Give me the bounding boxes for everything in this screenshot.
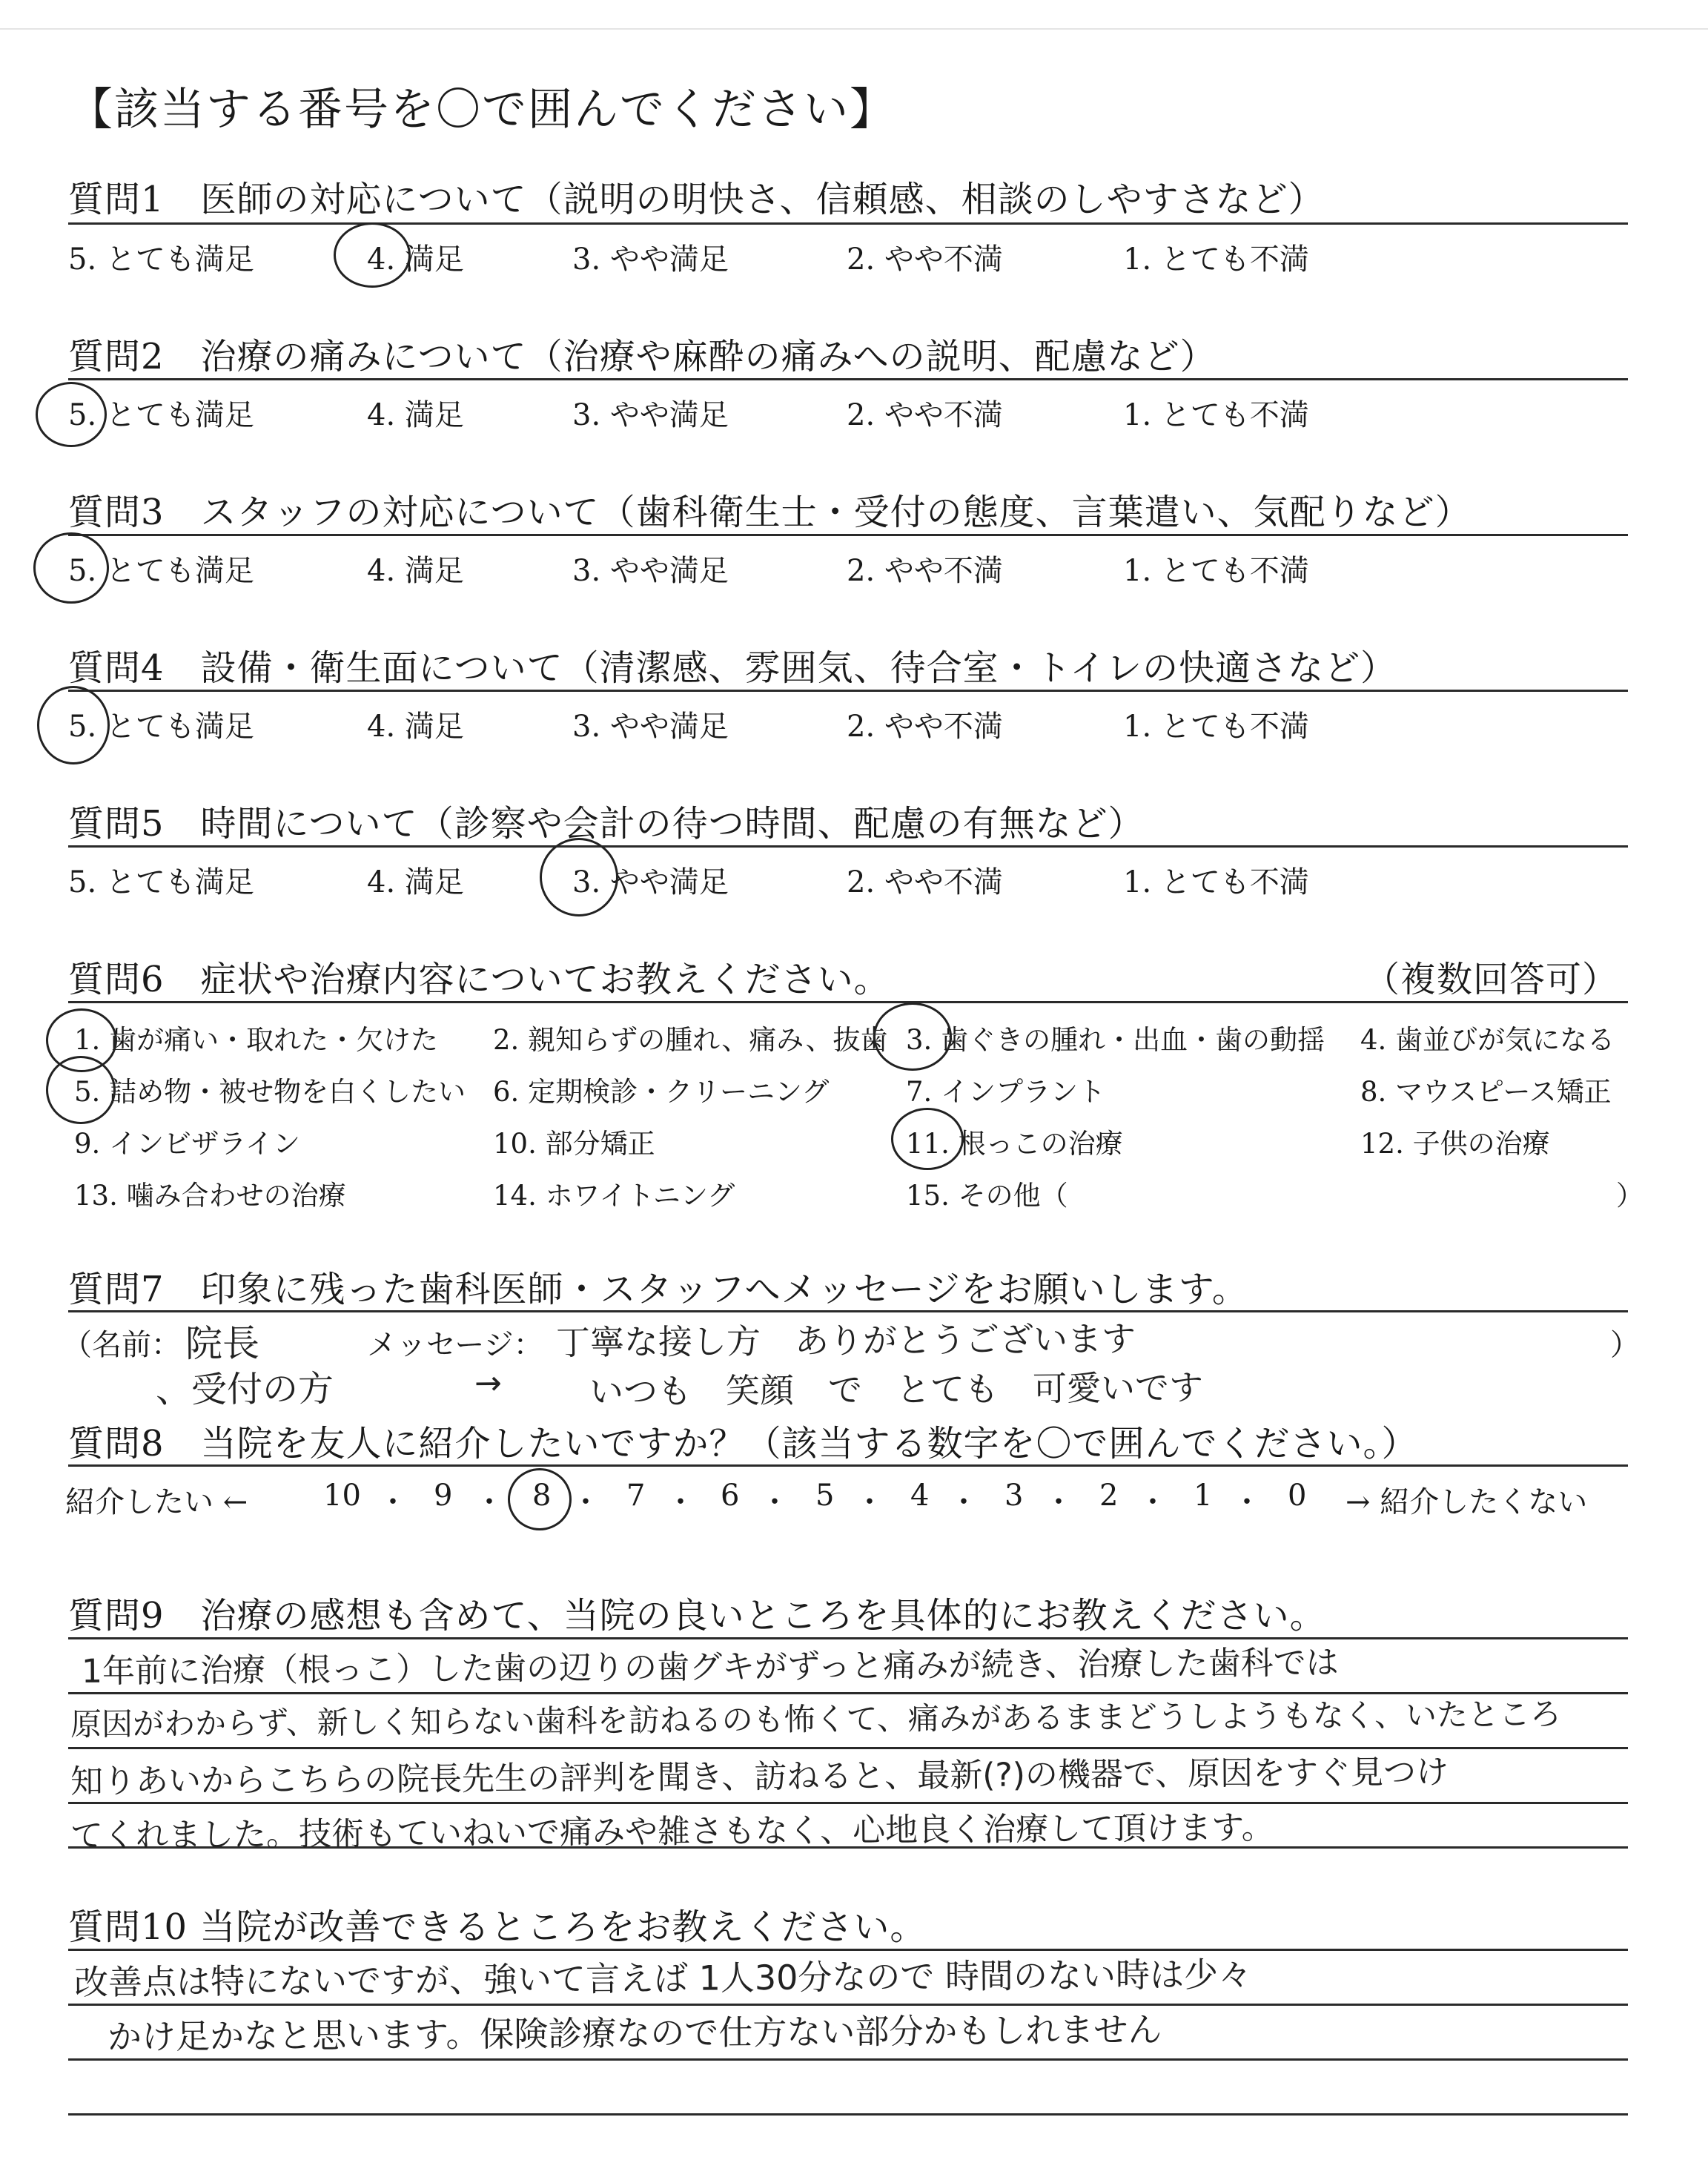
q6-answer-circle-11: [891, 1108, 964, 1170]
divider: [68, 2113, 1628, 2116]
q1-option-5[interactable]: 5. とても満足: [68, 242, 254, 277]
q6-answer-circle-3: [873, 1003, 952, 1071]
divider: [68, 845, 1628, 848]
q3-option-1[interactable]: 1. とても不満: [1123, 554, 1309, 588]
question-1: 質問1 医師の対応について（説明の明快さ、信頼感、相談のしやすさなど）: [68, 179, 1325, 220]
q1-option-3[interactable]: 3. やや満足: [572, 242, 729, 277]
divider: [68, 1310, 1628, 1312]
q9-answer-line[interactable]: 1年前に治療（根っこ）した歯の辺りの歯グキがずっと痛みが続き、治療した歯科では: [81, 1644, 1339, 1691]
q8-scale-8[interactable]: 8: [532, 1479, 552, 1513]
q8-right-label: → 紹介したくない: [1345, 1485, 1588, 1519]
q8-scale-5[interactable]: 5: [815, 1479, 835, 1513]
divider: [68, 378, 1628, 380]
treatment-option[interactable]: 9. インビザライン: [74, 1128, 300, 1160]
q8-scale-dot: ・: [760, 1485, 790, 1519]
q8-scale-dot: ・: [666, 1485, 695, 1519]
q7-message-2[interactable]: いつも 笑顔 で とても 可愛いです: [589, 1367, 1204, 1412]
q1-option-4[interactable]: 4. 満足: [367, 242, 464, 277]
q5-option-1[interactable]: 1. とても不満: [1123, 865, 1309, 899]
q10-answer-line[interactable]: 改善点は特にないですが、強いて言えば 1人30分なので 時間のない時は少々: [73, 1954, 1253, 2003]
q1-answer-circle: [334, 222, 411, 288]
q3-answer-circle: [33, 532, 109, 604]
q3-option-3[interactable]: 3. やや満足: [572, 554, 729, 588]
question-5: 質問5 時間について（診察や会計の待つ時間、配慮の有無など）: [68, 803, 1145, 845]
q4-option-2[interactable]: 2. やや不満: [847, 710, 1003, 744]
q7-message-label: メッセージ：: [367, 1328, 543, 1362]
divider: [68, 222, 1628, 225]
question-10: 質問10 当院が改善できるところをお教えください。: [68, 1906, 927, 1948]
question-8: 質問8 当院を友人に紹介したいですか？（該当する数字を〇で囲んでください。）: [68, 1423, 1418, 1464]
divider: [68, 2058, 1628, 2061]
treatment-option[interactable]: 7. インプラント: [906, 1076, 1106, 1108]
q8-scale-dot: ・: [1044, 1485, 1073, 1519]
q4-option-1[interactable]: 1. とても不満: [1123, 710, 1309, 744]
divider: [68, 1001, 1628, 1003]
q10-answer-line[interactable]: かけ足かなと思います。保険診療なので仕方ない部分かもしれません: [107, 2009, 1162, 2057]
q2-option-2[interactable]: 2. やや不満: [847, 398, 1003, 432]
q8-scale-dot: ・: [474, 1485, 504, 1519]
q8-scale-dot: ・: [1138, 1485, 1168, 1519]
treatment-other-close: ）: [1616, 1180, 1644, 1212]
q2-option-4[interactable]: 4. 満足: [367, 398, 464, 432]
q8-scale-dot: ・: [949, 1485, 979, 1519]
treatment-option[interactable]: 10. 部分矯正: [493, 1128, 655, 1160]
q8-answer-circle: [508, 1468, 572, 1530]
q4-option-3[interactable]: 3. やや満足: [572, 710, 729, 744]
q8-scale-6[interactable]: 6: [721, 1479, 740, 1513]
q3-option-4[interactable]: 4. 満足: [367, 554, 464, 588]
q5-option-2[interactable]: 2. やや不満: [847, 865, 1003, 899]
q5-option-5[interactable]: 5. とても満足: [68, 865, 254, 899]
q4-answer-circle: [37, 686, 110, 764]
q8-scale-9[interactable]: 9: [434, 1479, 453, 1513]
q8-scale-2[interactable]: 2: [1099, 1479, 1119, 1513]
q8-scale-dot: ・: [378, 1485, 408, 1519]
q6-answer-circle-5: [46, 1056, 116, 1124]
q8-scale-dot: ・: [855, 1485, 884, 1519]
q8-scale-0[interactable]: 0: [1288, 1479, 1307, 1513]
q9-answer-line[interactable]: てくれました。技術もていねいで痛みや雑さもなく、心地良く治療して頂けます。: [70, 1809, 1274, 1855]
q8-scale-3[interactable]: 3: [1004, 1479, 1024, 1513]
q2-answer-circle: [36, 382, 107, 447]
divider: [68, 534, 1628, 536]
treatment-option[interactable]: 15. その他（: [906, 1180, 1068, 1212]
q8-scale-dot: ・: [1232, 1485, 1262, 1519]
treatment-option[interactable]: 6. 定期検診・クリーニング: [493, 1076, 830, 1108]
q3-option-5[interactable]: 5. とても満足: [68, 554, 254, 588]
q5-answer-circle: [540, 838, 618, 916]
treatment-option[interactable]: 4. 歯並びが気になる: [1360, 1024, 1615, 1056]
question-6: 質問6 症状や治療内容についてお教えください。: [68, 959, 890, 1000]
q1-option-2[interactable]: 2. やや不満: [847, 242, 1003, 277]
q5-option-4[interactable]: 4. 満足: [367, 865, 464, 899]
question-7: 質問7 印象に残った歯科医師・スタッフへメッセージをお願いします。: [68, 1269, 1248, 1310]
question-2: 質問2 治療の痛みについて（治療や麻酔の痛みへの説明、配慮など）: [68, 336, 1217, 377]
q4-option-4[interactable]: 4. 満足: [367, 710, 464, 744]
question-9: 質問9 治療の感想も含めて、当院の良いところを具体的にお教えください。: [68, 1595, 1326, 1636]
q1-option-1[interactable]: 1. とても不満: [1123, 242, 1309, 277]
treatment-option[interactable]: 1. 歯が痛い・取れた・欠けた: [74, 1024, 439, 1056]
treatment-option[interactable]: 3. 歯ぐきの腫れ・出血・歯の動揺: [906, 1024, 1325, 1056]
treatment-option[interactable]: 8. マウスピース矯正: [1360, 1076, 1612, 1108]
treatment-option[interactable]: 11. 根っこの治療: [906, 1128, 1123, 1160]
q8-scale-10[interactable]: 10: [323, 1479, 361, 1513]
treatment-option[interactable]: 13. 噛み合わせの治療: [74, 1180, 346, 1212]
q8-scale-4[interactable]: 4: [910, 1479, 930, 1513]
q7-close-paren: ）: [1610, 1328, 1640, 1362]
q2-option-5[interactable]: 5. とても満足: [68, 398, 254, 432]
q8-scale-dot: ・: [571, 1485, 600, 1519]
q9-answer-line[interactable]: 知りあいからこちらの院長先生の評判を聞き、訪ねると、最新(?)の機器で、原因をすぐ見つけ: [70, 1753, 1449, 1801]
treatment-option[interactable]: 14. ホワイトニング: [493, 1180, 735, 1212]
q8-scale-1[interactable]: 1: [1194, 1479, 1213, 1513]
q2-option-1[interactable]: 1. とても不満: [1123, 398, 1309, 432]
q7-name-1[interactable]: 院長: [185, 1321, 260, 1366]
q4-option-5[interactable]: 5. とても満足: [68, 710, 254, 744]
q2-option-3[interactable]: 3. やや満足: [572, 398, 729, 432]
q7-name-2[interactable]: 、受付の方: [155, 1368, 334, 1411]
q7-arrow: →: [474, 1364, 503, 1403]
q7-name-label: （名前：: [62, 1328, 181, 1362]
q8-left-label: 紹介したい ←: [65, 1485, 248, 1519]
page-title: 【該当する番号を〇で囲んでください】: [68, 84, 896, 136]
divider: [68, 1464, 1628, 1467]
q5-option-3[interactable]: 3. やや満足: [572, 865, 729, 899]
treatment-option[interactable]: 5. 詰め物・被せ物を白くしたい: [74, 1076, 466, 1108]
question-6-note: （複数回答可）: [1364, 959, 1619, 1000]
treatment-option[interactable]: 2. 親知らずの腫れ、痛み、抜歯: [493, 1024, 888, 1056]
q3-option-2[interactable]: 2. やや不満: [847, 554, 1003, 588]
divider: [68, 690, 1628, 692]
treatment-option[interactable]: 12. 子供の治療: [1360, 1128, 1550, 1160]
question-4: 質問4 設備・衛生面について（清潔感、雰囲気、待合室・トイレの快適さなど）: [68, 647, 1397, 689]
q7-message-1[interactable]: 丁寧な接し方 ありがとうございます: [555, 1318, 1136, 1363]
question-3: 質問3 スタッフの対応について（歯科衛生士・受付の態度、言葉遣い、気配りなど）: [68, 492, 1472, 533]
q9-answer-line[interactable]: 原因がわからず、新しく知らない歯科を訪ねるのも怖くて、痛みがあるままどうしようもなく、いたところ: [70, 1695, 1562, 1743]
scan-edge: [0, 28, 1708, 30]
q8-scale-7[interactable]: 7: [626, 1479, 646, 1513]
